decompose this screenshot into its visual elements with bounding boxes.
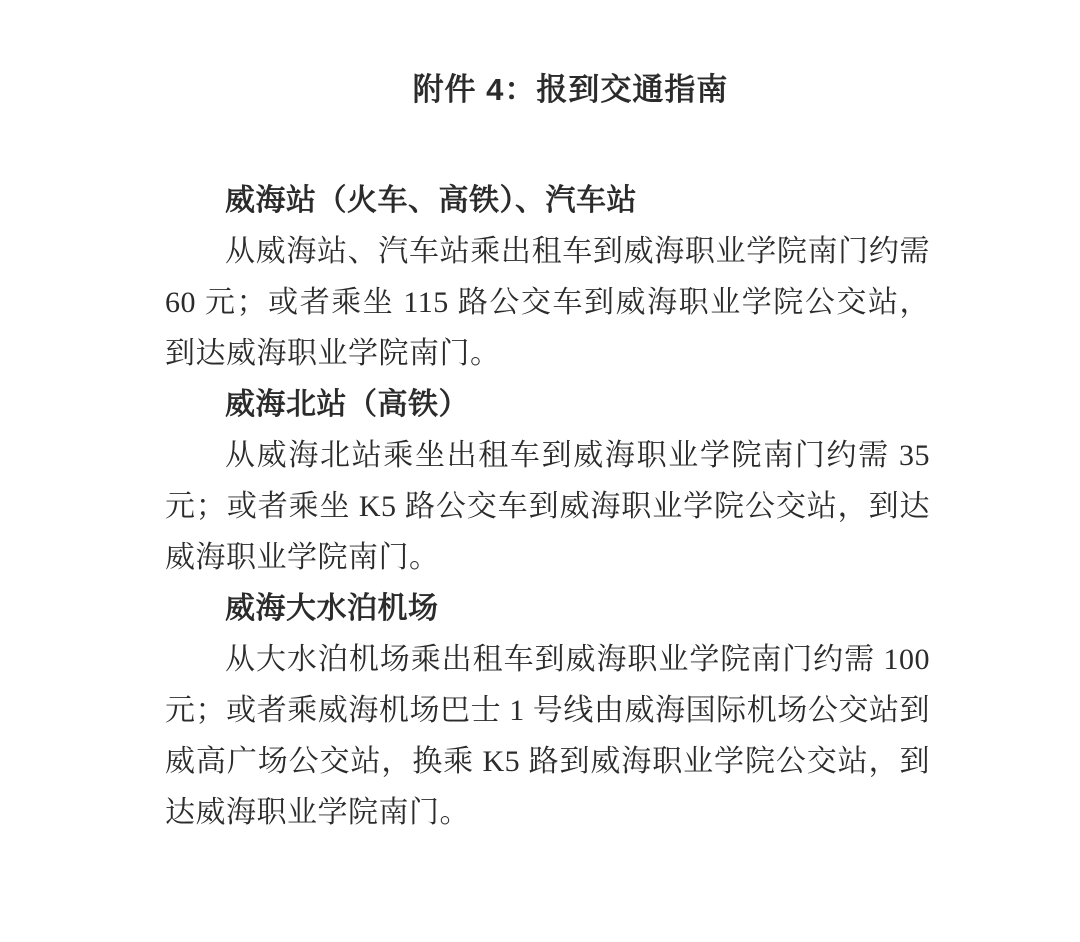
section-dashuibo-airport bbox=[165, 583, 930, 838]
section-heading-weihai-north-station: 威海北站（高铁） bbox=[225, 388, 469, 421]
section-weihai-station bbox=[165, 175, 930, 379]
section-body-weihai-north-station: 从威海北站乘坐出租车到威海职业学院南门约需 35 元；或者乘坐 K5 路公交车到威海职业学院公交站，到达威海职业学院南门。 bbox=[165, 439, 930, 574]
section-heading-weihai-station: 威海站（火车、高铁）、汽车站 bbox=[225, 184, 637, 217]
section-weihai-north-station bbox=[165, 379, 930, 583]
section-body-dashuibo-airport: 从大水泊机场乘出租车到威海职业学院南门约需 100 元；或者乘威海机场巴士 1 号线由威海国际机场公交站到威高广场公交站，换乘 K5 路到威海职业学院公交站，到达威海职业学院南门。 bbox=[165, 643, 930, 829]
section-heading-dashuibo-airport: 威海大水泊机场 bbox=[225, 592, 439, 625]
section-body-weihai-station: 从威海站、汽车站乘出租车到威海职业学院南门约需 60 元；或者乘坐 115 路公交车到威海职业学院公交站，到达威海职业学院南门。 bbox=[165, 235, 930, 370]
document-title: 附件 4：报到交通指南 bbox=[412, 72, 729, 107]
